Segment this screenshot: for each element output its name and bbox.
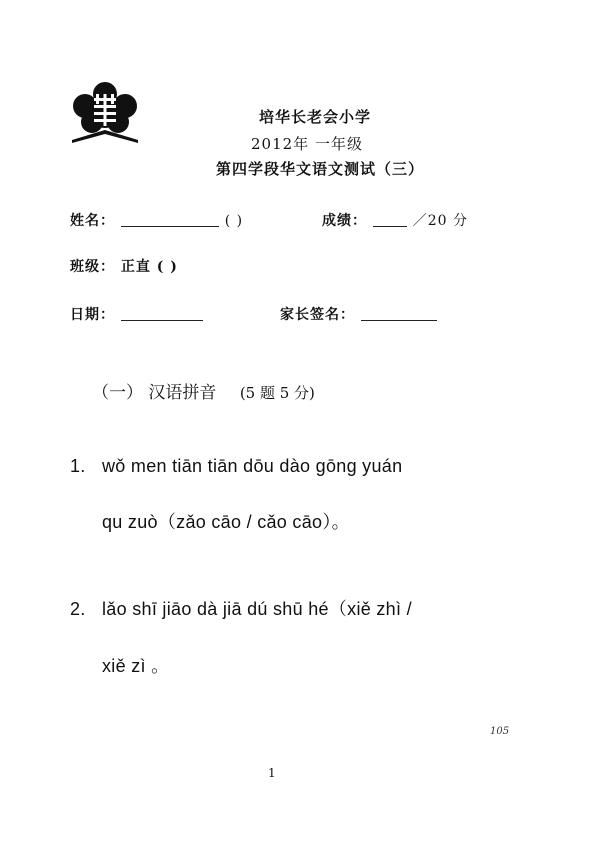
question-2 (70, 595, 412, 621)
question-number: 2. (70, 599, 86, 619)
name-blank[interactable] (121, 226, 219, 227)
question-number: 1. (70, 456, 86, 476)
parent-signature-row (280, 304, 437, 324)
class-row (70, 256, 178, 276)
question-text-line1: wǒ men tiān tiān dōu dào gōng yuán (102, 456, 403, 476)
corner-note: 105 (490, 726, 510, 737)
test-title: 第四学段华文语文测试（三） (215, 160, 424, 178)
question-text-line1: lǎo shī jiāo dà jiā dú shū hé（xiě zhì / (102, 599, 412, 619)
parent-signature-label: 家长签名： (280, 307, 355, 323)
score-blank[interactable] (373, 226, 407, 227)
section-title: （一） 汉语拼音 (92, 383, 217, 403)
question-1-line2: qu zuò（zǎo cāo / cǎo cāo）。 (102, 512, 350, 532)
score-suffix: ／20 分 (412, 213, 469, 229)
date-label: 日期： (70, 307, 115, 323)
name-label: 姓名： (70, 213, 115, 229)
question-1 (70, 456, 402, 477)
score-label: 成绩： (322, 213, 367, 229)
class-value: 正直 ( ) (120, 259, 178, 275)
score-row (322, 210, 468, 230)
name-paren: ( ) (224, 213, 244, 229)
class-label: 班级： (70, 259, 115, 275)
question-2-line2: xiě zì 。 (102, 656, 170, 676)
date-row (70, 304, 203, 324)
date-blank[interactable] (121, 320, 203, 321)
section-meta: (5 题 5 分) (239, 384, 315, 402)
school-name: 培华长老会小学 (258, 108, 371, 126)
page-number: 1 (268, 766, 276, 780)
parent-signature-blank[interactable] (361, 320, 437, 321)
name-row (70, 210, 243, 230)
year-grade: 2012年 一年级 (251, 135, 363, 153)
section-heading (92, 378, 315, 403)
